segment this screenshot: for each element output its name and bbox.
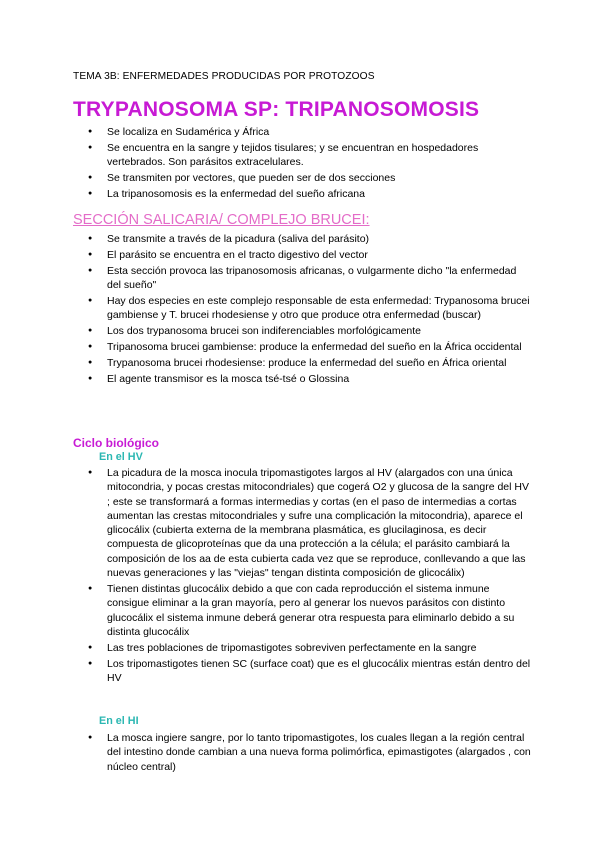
list-item: ● El parásito se encuentra en el tracto digestivo del vector (73, 248, 533, 262)
section-heading: SECCIÓN SALICARIA/ COMPLEJO BRUCEI: (73, 212, 370, 228)
list-item: ● Se transmite a través de la picadura (saliva del parásito) (73, 232, 533, 246)
hi-subheading: En el HI (99, 715, 139, 727)
list-item: ● Se transmiten por vectores, que pueden ser de dos secciones (73, 171, 533, 185)
hv-list (73, 466, 533, 687)
hi-list (73, 731, 533, 775)
list-item: ● Los tripomastigotes tienen SC (surface coat) que es el glucocálix mientras están dentro del HV (73, 657, 533, 686)
list-item: ● Esta sección provoca las tripanosomosis africanas, o vulgarmente dicho "la enfermedad del sueño" (73, 264, 533, 293)
list-item: ● Los dos trypanosoma brucei son indiferenciables morfológicamente (73, 324, 533, 338)
list-item: ● Las tres poblaciones de tripomastigotes sobreviven perfectamente en la sangre (73, 641, 533, 655)
list-item: ● Se localiza en Sudamérica y África (73, 125, 533, 139)
list-item: ● Tienen distintas glucocálix debido a que con cada reproducción el sistema inmune consigue eliminar a la gran mayoría, pero al generar los nuevos parásitos con distinto glucocálix el sistema inmune deberá generar otra respuesta para eliminarlo debido a su distinta glucocálix (73, 582, 533, 639)
page-title: TRYPANOSOMA SP: TRIPANOSOMOSIS (73, 98, 480, 121)
section-list (73, 232, 533, 388)
hv-subheading: En el HV (99, 451, 143, 463)
cycle-heading: Ciclo biológico (73, 436, 159, 450)
list-item: ● Se encuentra en la sangre y tejidos tisulares; y se encuentran en hospedadores vertebrados. Son parásitos extracelulares. (73, 141, 533, 170)
list-item: ● La tripanosomosis es la enfermedad del sueño africana (73, 187, 533, 201)
list-item: ● Trypanosoma brucei rhodesiense: produce la enfermedad del sueño en África oriental (73, 356, 533, 370)
list-item: ● Hay dos especies en este complejo responsable de esta enfermedad: Trypanosoma brucei gambiense y T. brucei rhodesiense y otro que produce otra enfermedad (buscar) (73, 294, 533, 323)
list-item: ● La mosca ingiere sangre, por lo tanto tripomastigotes, los cuales llegan a la región central del intestino donde cambian a una nueva forma polimórfica, epimastigotes (alargados , con núcleo central) (73, 731, 533, 774)
list-item: ● Tripanosoma brucei gambiense: produce la enfermedad del sueño en la África occidental (73, 340, 533, 354)
list-item: ● La picadura de la mosca inocula tripomastigotes largos al HV (alargados con una única mitocondria, y pocas crestas mitocondriales) que cogerá O2 y glucosa de la sangre del HV ; este se transformará a formas intermedias y cortas (en el paso de intermedias a cortas aumentan las crestas mitocondriales y sufre una complicación la mitocondria), aparece el glicocálix (cubierta externa de la membrana plasmática, es glucilaginosa, es decir compuesta de glicoproteínas que da una protección a la célula; el parásito cambiará la composición de los aa de esta cubierta cada vez que se reproduce, conllevando a que las nuevas generaciones y las "viejas" tengan distinta composición de glicocálix) (73, 466, 533, 580)
intro-list (73, 125, 533, 203)
list-item: ● El agente transmisor es la mosca tsé-tsé o Glossina (73, 372, 533, 386)
document-header: TEMA 3B: ENFERMEDADES PRODUCIDAS POR PROTOZOOS (73, 71, 375, 82)
